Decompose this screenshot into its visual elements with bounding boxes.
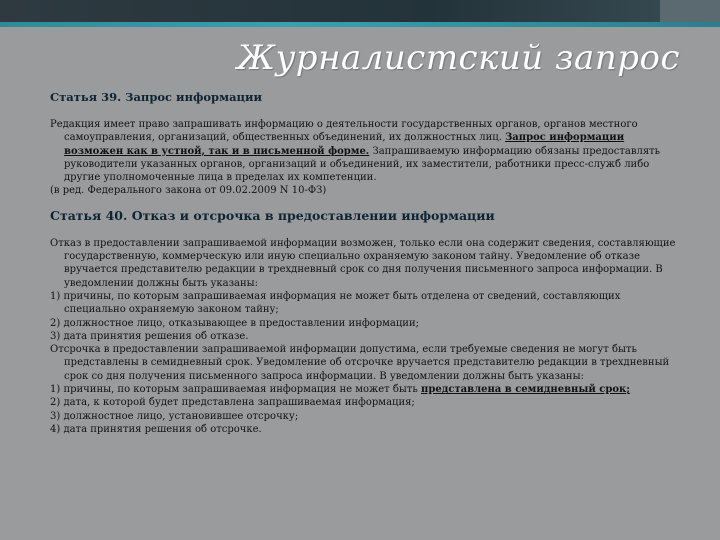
slide-content <box>50 90 680 436</box>
delay-item: 3) должностное лицо, установившее отсрочку; <box>50 410 299 422</box>
delay-paragraph: Отсрочка в предоставлении запрашиваемой информации допустима, если требуемые сведения не могут быть представлены в семидневный срок. Уведомление об отсрочке вручается представителю редакции в трехдневный срок со дня получения письменного запроса информации. В уведомлении должны быть указаны: <box>50 344 670 382</box>
top-decor-accent <box>660 0 720 22</box>
article-39-paragraph <box>50 118 680 184</box>
refusal-paragraph: Отказ в предоставлении запрашиваемой информации возможен, только если она содержит сведения, составляющие государственную, коммерческую или иную специально охраняемую законом тайну. Уведомление об отказе вручается представителю редакции в трехдневный срок со дня получения письменного запроса информации. В уведомлении должны быть указаны: <box>50 237 676 289</box>
article-39-note: (в ред. Федерального закона от 09.02.2009 N 10-ФЗ) <box>50 185 327 197</box>
refusal-item: 1) причины, по которым запрашиваемая информация не может быть отделена от сведений, составляющих специально охраняемую законом тайну; <box>50 290 621 316</box>
delay-item: 2) дата, к которой будет представлена запрашиваемая информация; <box>50 397 415 409</box>
article-39-text-b: Запрашиваемую информацию обязаны предоставлять руководители указанных органов, организаций и объединений, их заместители, работники пресс-служб либо другие уполномоченные лица в пределах их компетенции. <box>64 145 661 184</box>
top-decor-stripe <box>0 22 720 27</box>
delay-item <box>50 383 680 396</box>
delay-item-1-underlined: представлена в семидневный срок; <box>421 384 630 396</box>
top-decor-bar <box>0 0 720 22</box>
delay-item-1-text: 1) причины, по которым запрашиваемая информация не может быть <box>50 384 422 396</box>
slide-title: Журналистский запрос <box>236 38 680 78</box>
article-39-heading: Статья 39. Запрос информации <box>50 90 263 104</box>
refusal-item: 2) должностное лицо, отказывающее в предоставлении информации; <box>50 317 419 329</box>
delay-item: 4) дата принятия решения об отсрочке. <box>50 423 262 435</box>
article-39-underlined: Запрос информации возможен как в устной, так и в письменной форме. <box>64 132 625 157</box>
article-40-heading: Статья 40. Отказ и отсрочка в предоставлении информации <box>50 207 495 223</box>
article-39-text-a: Редакция имеет право запрашивать информацию о деятельности государственных органов, органов местного самоуправления, организаций, общественных объединений, их должностных лиц. <box>50 119 638 144</box>
refusal-item: 3) дата принятия решения об отказе. <box>50 330 249 342</box>
